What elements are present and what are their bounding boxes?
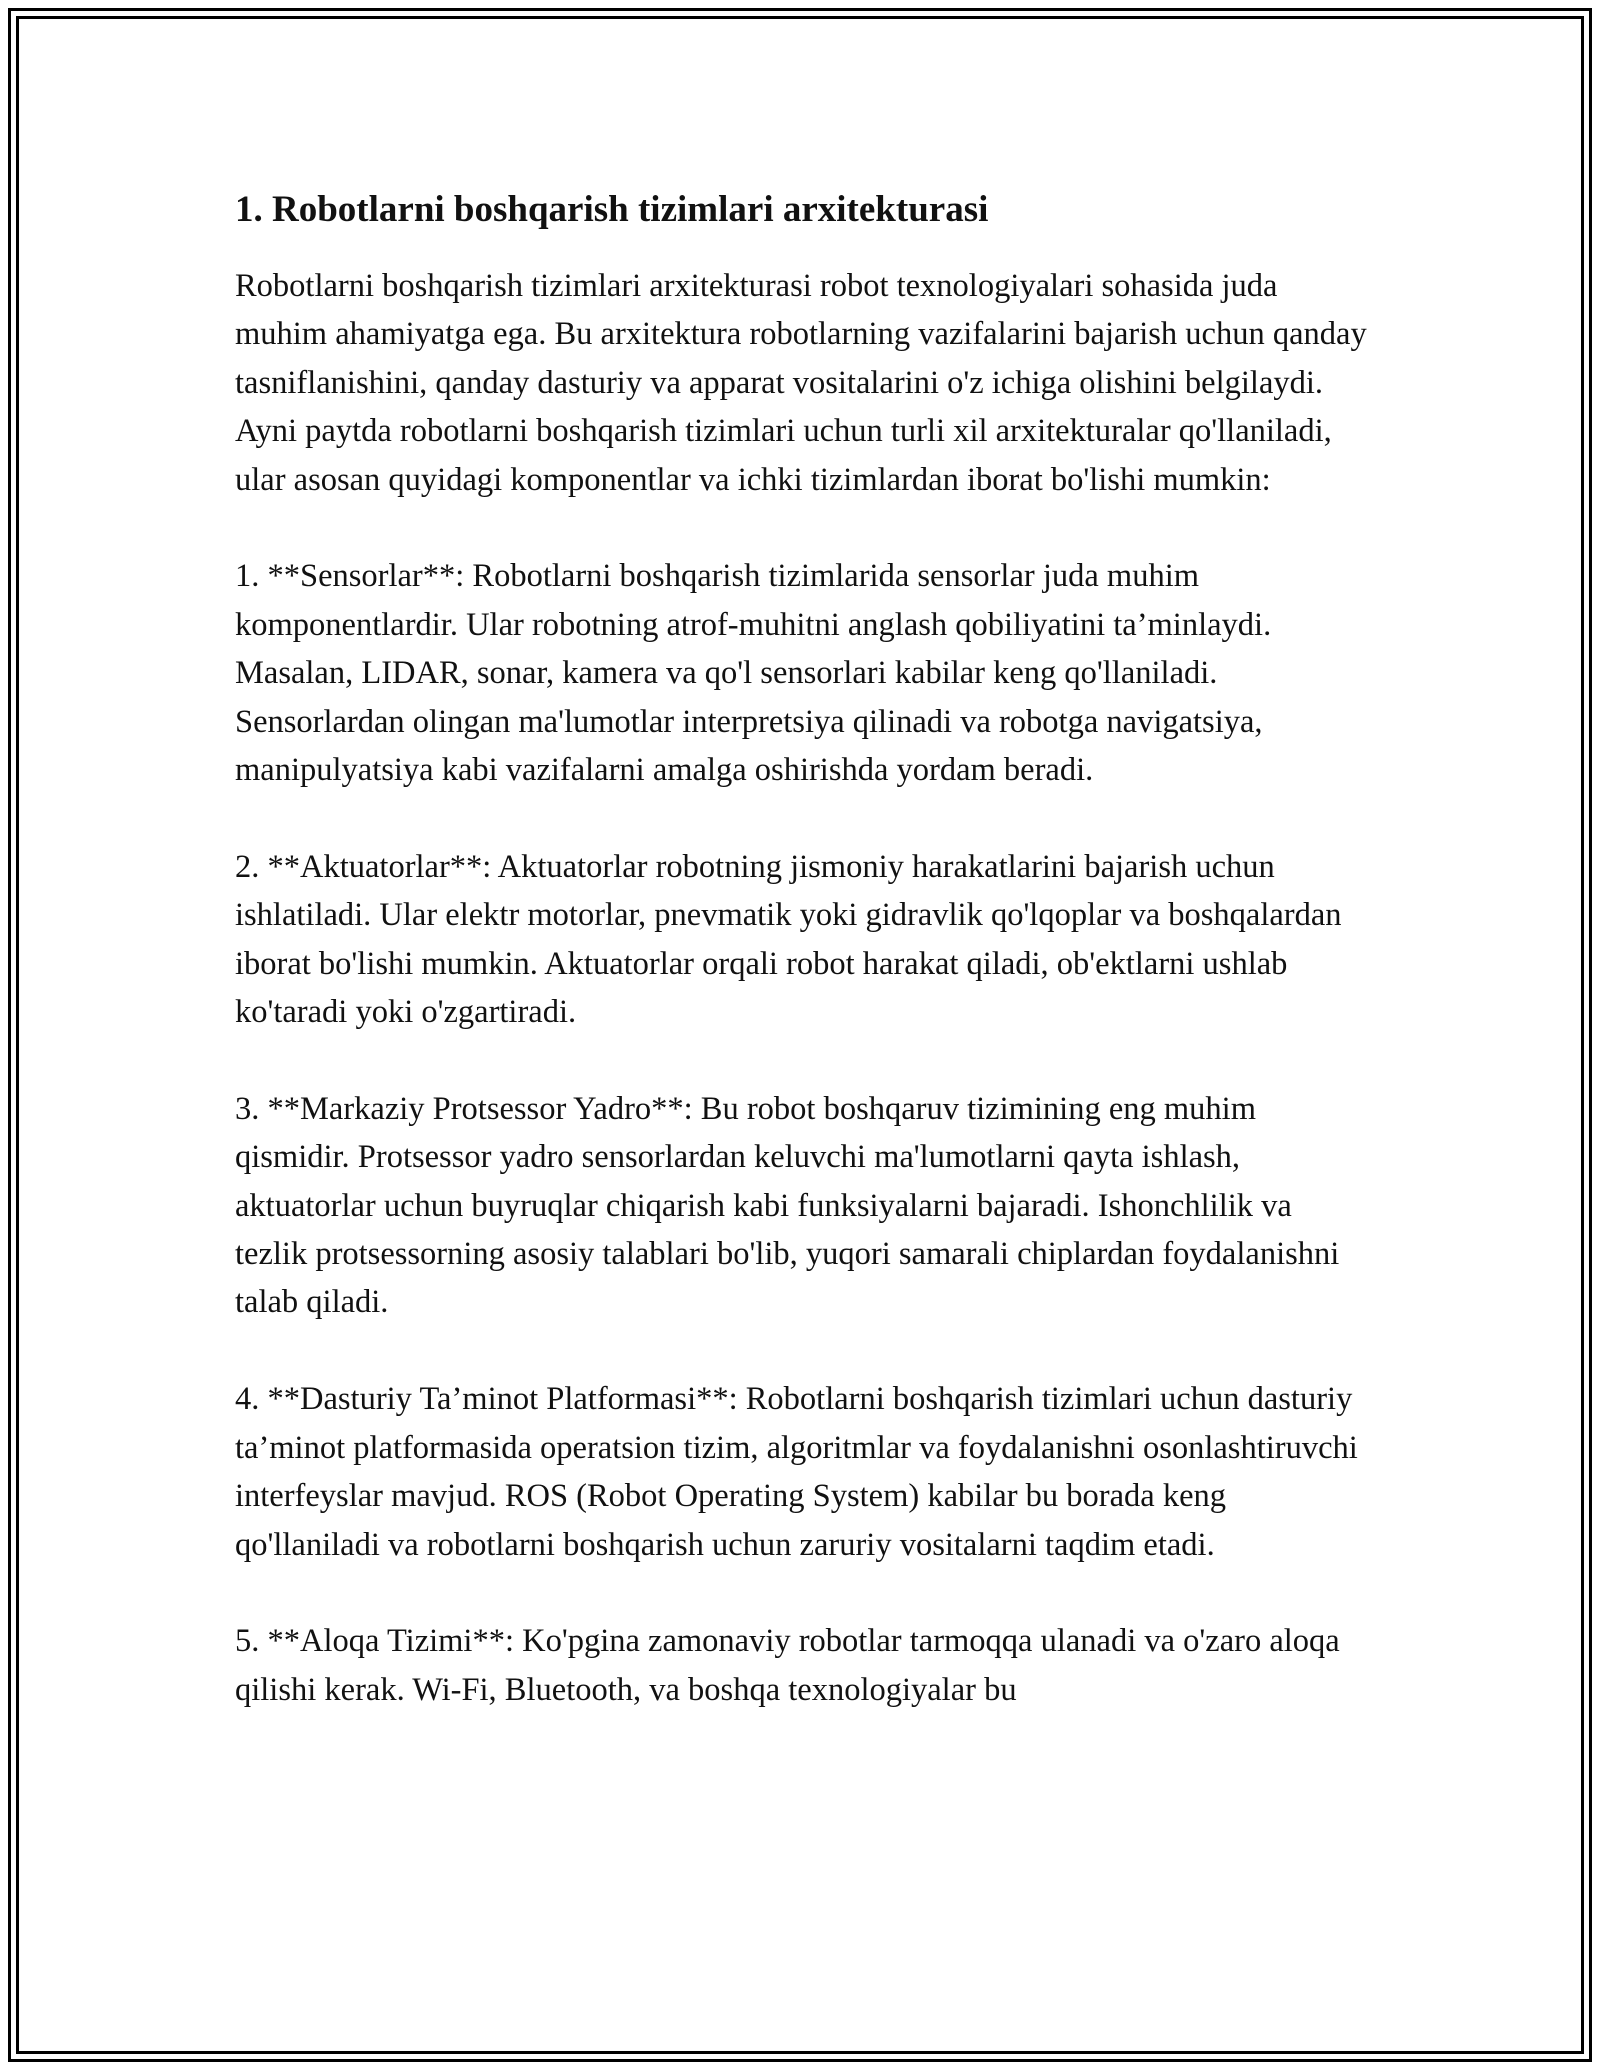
list-item-software-platform: 4. **Dasturiy Ta’minot Platformasi**: Robotlarni boshqarish tizimlari uchun dasturiy ta’minot platformasida operatsion tizim, algoritmlar va foydalanishni osonlashtiruvchi interfeyslar mavjud. ROS (Robot Operating System) kabilar bu borada keng qo'llaniladi va robotlarni boshqarish uchun zaruriy vositalarni taqdim etadi. bbox=[235, 1381, 1358, 1563]
list-item-actuators: 2. **Aktuatorlar**: Aktuatorlar robotning jismoniy harakatlarini bajarish uchun ishlatiladi. Ular elektr motorlar, pnevmatik yoki gidravlik qo'lqoplar va boshqalardan iborat bo'lishi mumkin. Aktuatorlar orqali robot harakat qiladi, ob'ektlarni ushlab ko'taradi yoki o'zgartiradi. bbox=[235, 848, 1342, 1031]
document-body bbox=[235, 186, 1370, 1714]
section-heading: 1. Robotlarni boshqarish tizimlari arxitekturasi bbox=[235, 189, 989, 230]
list-item-sensors: 1. **Sensorlar**: Robotlarni boshqarish tizimlarida sensorlar juda muhim komponentlardir. Ular robotning atrof-muhitni anglash qobiliyatini ta’minlaydi. Masalan, LIDAR, sonar, kamera va qo'l sensorlari kabilar keng qo'llaniladi. Sensorlardan olingan ma'lumotlar interpretsiya qilinadi va robotga navigatsiya, manipulyatsiya kabi vazifalarni amalga oshirishda yordam beradi. bbox=[235, 558, 1272, 789]
intro-paragraph: Robotlarni boshqarish tizimlari arxitekturasi robot texnologiyalari sohasida juda muhim ahamiyatga ega. Bu arxitektura robotlarning vazifalarini bajarish uchun qanday tasniflanishini, qanday dasturiy va apparat vositalarini o'z ichiga olishini belgilaydi. Ayni paytda robotlarni boshqarish tizimlari uchun turli xil arxitekturalar qo'llaniladi, ular asosan quyidagi komponentlar va ichki tizimlardan iborat bo'lishi mumkin: bbox=[235, 268, 1367, 498]
list-item-communication: 5. **Aloqa Tizimi**: Ko'pgina zamonaviy robotlar tarmoqqa ulanadi va o'zaro aloqa qilishi kerak. Wi-Fi, Bluetooth, va boshqa texnologiyalar bu bbox=[235, 1623, 1340, 1708]
list-item-processor: 3. **Markaziy Protsessor Yadro**: Bu robot boshqaruv tizimining eng muhim qismidir. Protsessor yadro sensorlardan keluvchi ma'lumotlarni qayta ishlash, aktuatorlar uchun buyruqlar chiqarish kabi funksiyalarni bajaradi. Ishonchlilik va tezlik protsessorning asosiy talablari bo'lib, yuqori samarali chiplardan foydalanishni talab qiladi. bbox=[235, 1090, 1340, 1321]
